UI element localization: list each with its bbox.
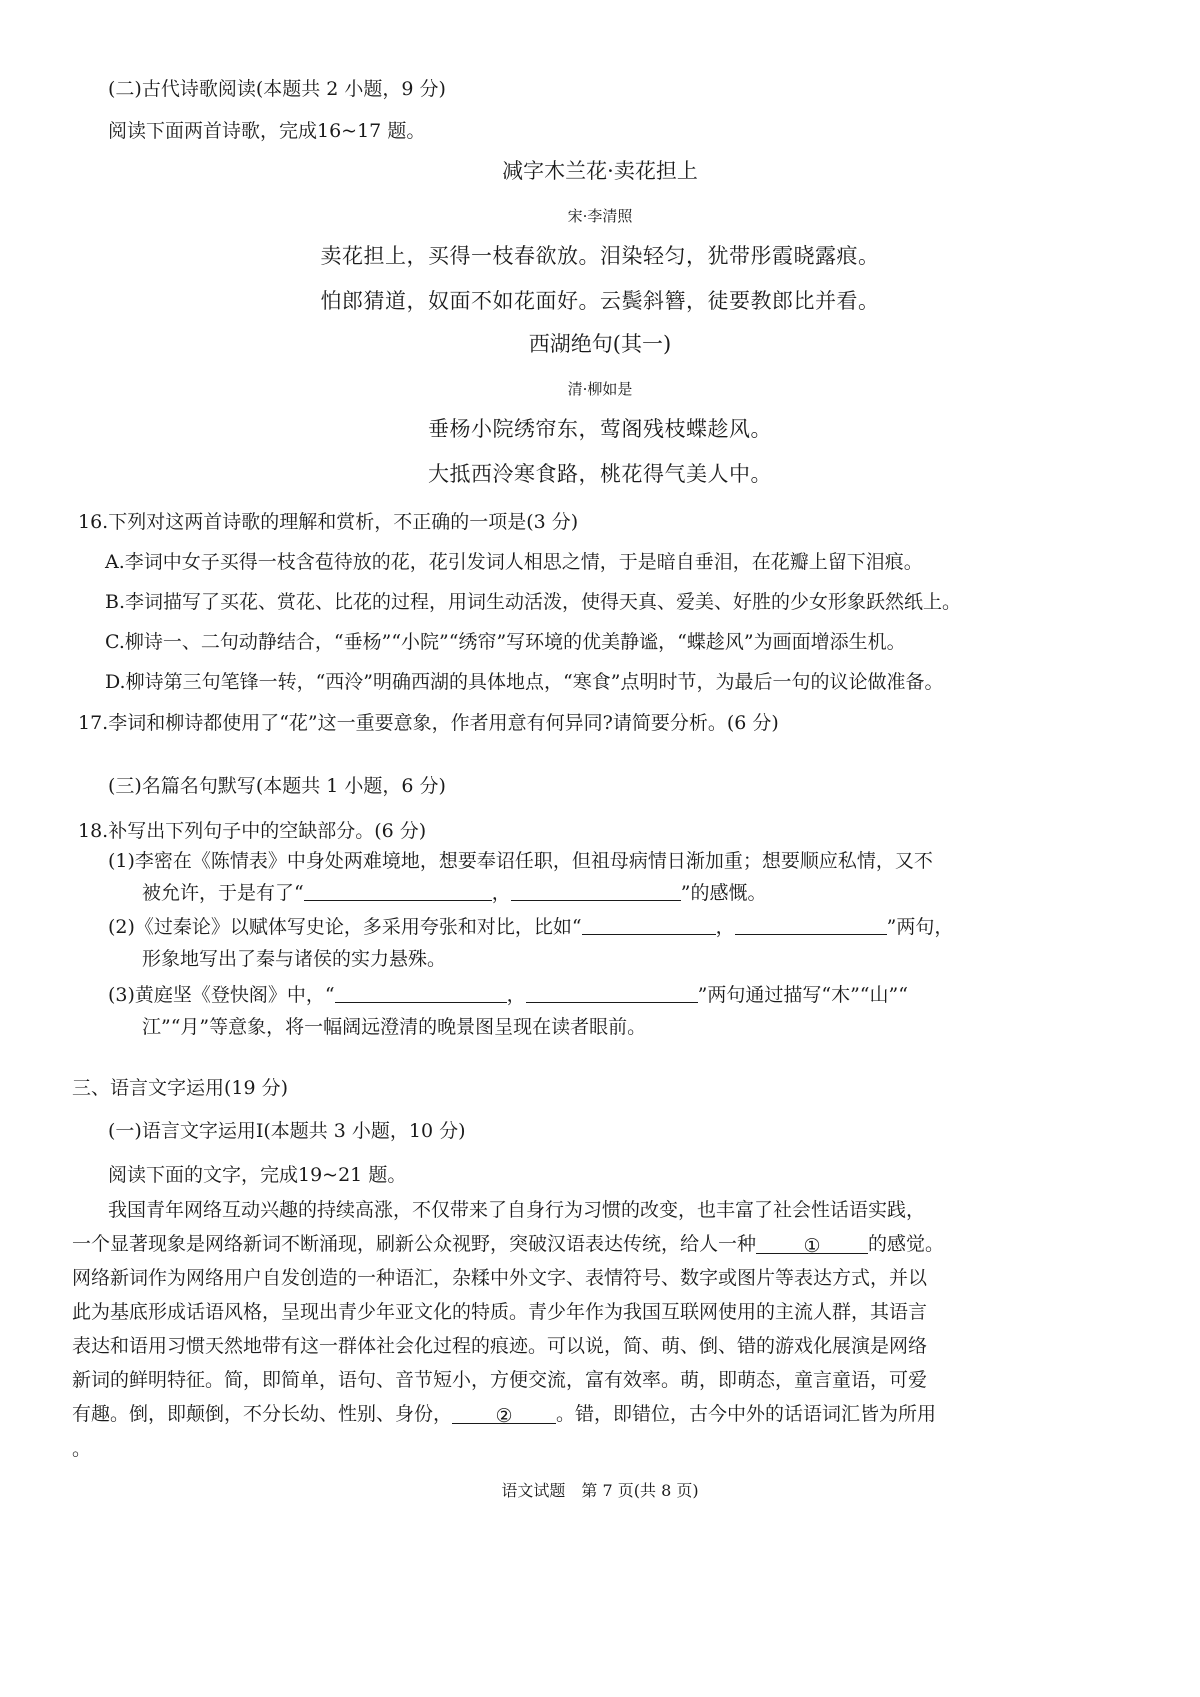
answer-blank[interactable] bbox=[582, 914, 716, 935]
answer-blank[interactable] bbox=[304, 880, 492, 901]
passage-text: 一个显著现象是网络新词不断涌现，刷新公众视野，突破汉语表达传统，给人一种 bbox=[72, 1233, 757, 1255]
passage-line-4: 此为基底形成话语风格，呈现出青少年亚文化的特质。青少年作为我国互联网使用的主流人群，其语言 bbox=[72, 1301, 928, 1323]
question-16-option-d: D.柳诗第三句笔锋一转，“西泠”明确西湖的具体地点，“寒食”点明时节，为最后一句的议论做准备。 bbox=[105, 671, 944, 693]
question-16-option-c: C.柳诗一、二句动静结合，“垂杨”“小院”“绣帘”写环境的优美静谧，“蝶趁风”为画面增添生机。 bbox=[105, 631, 906, 653]
item3-text-after: ”两句通过描写“木”“山”“ bbox=[697, 984, 908, 1006]
poem1-title: 减字木兰花·卖花担上 bbox=[502, 159, 698, 183]
item2-text-after: ”两句， bbox=[886, 916, 954, 938]
section-3-heading: 三、语言文字运用(19 分) bbox=[72, 1077, 289, 1099]
passage-line-6: 新词的鲜明特征。简，即简单，语句、音节短小，方便交流，富有效率。萌，即萌态，童言童语，可爱 bbox=[72, 1369, 928, 1391]
question-16-option-b: B.李词描写了买花、赏花、比花的过程，用词生动活泼，使得天真、爱美、好胜的少女形象跃然纸上。 bbox=[105, 591, 962, 613]
answer-blank[interactable] bbox=[511, 880, 681, 901]
poem1-line2: 怕郎猜道，奴面不如花面好。云鬓斜簪，徒要教郎比并看。 bbox=[320, 289, 880, 313]
question-18-item1-line1: (1)李密在《陈情表》中身处两难境地，想要奉诏任职，但祖母病情日渐加重；想要顺应私情，又不 bbox=[108, 850, 933, 872]
item3-text-before: (3)黄庭坚《登快阁》中，“ bbox=[108, 984, 335, 1006]
question-16-stem: 16.下列对这两首诗歌的理解和赏析，不正确的一项是(3 分) bbox=[78, 511, 579, 533]
poem2-line2: 大抵西泠寒食路，桃花得气美人中。 bbox=[428, 462, 772, 486]
passage-line-7 bbox=[72, 1401, 936, 1427]
passage-line-3: 网络新词作为网络用户自发创造的一种语汇，杂糅中外文字、表情符号、数字或图片等表达方式，并以 bbox=[72, 1267, 928, 1289]
page-footer: 语文试题 第 7 页(共 8 页) bbox=[501, 1481, 699, 1500]
passage-text: 有趣。倒，即颠倒，不分长幼、性别、身份， bbox=[72, 1403, 453, 1425]
question-18-item2-line2: 形象地写出了秦与诸侯的实力悬殊。 bbox=[142, 948, 447, 970]
question-17-stem: 17.李词和柳诗都使用了“花”这一重要意象，作者用意有何异同?请简要分析。(6 分) bbox=[78, 712, 779, 734]
passage-line-8: 。 bbox=[72, 1438, 92, 1460]
passage-line-2 bbox=[72, 1231, 944, 1257]
answer-blank[interactable] bbox=[526, 982, 698, 1003]
item1-text-after: ”的感慨。 bbox=[680, 882, 767, 904]
item1-comma: ， bbox=[491, 882, 511, 904]
poem2-title: 西湖绝句(其一) bbox=[528, 332, 672, 356]
question-18-item3-line1 bbox=[108, 982, 908, 1008]
recitation-section-heading: (三)名篇名句默写(本题共 1 小题，6 分) bbox=[108, 775, 446, 797]
question-18-item1-line2 bbox=[142, 880, 766, 906]
blank-2[interactable]: ② bbox=[452, 1403, 556, 1424]
answer-blank[interactable] bbox=[335, 982, 507, 1003]
poem1-line1: 卖花担上，买得一枝春欲放。泪染轻匀，犹带彤霞晓露痕。 bbox=[320, 244, 880, 268]
question-18-stem: 18.补写出下列句子中的空缺部分。(6 分) bbox=[78, 820, 427, 842]
passage-line-5: 表达和语用习惯天然地带有这一群体社会化过程的痕迹。可以说，简、萌、倒、错的游戏化展演是网络 bbox=[72, 1335, 928, 1357]
poem1-author: 宋·李清照 bbox=[567, 207, 633, 225]
item2-comma: ， bbox=[715, 916, 735, 938]
poem2-author: 清·柳如是 bbox=[567, 380, 633, 398]
blank-1[interactable]: ① bbox=[756, 1233, 868, 1254]
passage-text: 。错，即错位，古今中外的话语词汇皆为所用 bbox=[556, 1403, 937, 1425]
item2-text-before: (2)《过秦论》以赋体写史论，多采用夸张和对比，比如“ bbox=[108, 916, 582, 938]
answer-blank[interactable] bbox=[735, 914, 887, 935]
section-3-subheading: (一)语言文字运用Ⅰ(本题共 3 小题，10 分) bbox=[108, 1120, 466, 1142]
question-18-item3-line2: 江”“月”等意象，将一幅阔远澄清的晚景图呈现在读者眼前。 bbox=[142, 1016, 647, 1038]
passage-text: 的感觉。 bbox=[868, 1233, 945, 1255]
poetry-instruction: 阅读下面两首诗歌，完成16~17 题。 bbox=[108, 120, 426, 142]
poem2-line1: 垂杨小院绣帘东，莺阁残枝蝶趁风。 bbox=[428, 417, 772, 441]
item3-comma: ， bbox=[506, 984, 526, 1006]
section-3-instruction: 阅读下面的文字，完成19~21 题。 bbox=[108, 1164, 407, 1186]
item1-text-before: 被允许，于是有了“ bbox=[142, 882, 304, 904]
question-18-item2-line1 bbox=[108, 914, 953, 940]
question-16-option-a: A.李词中女子买得一枝含苞待放的花，花引发词人相思之情，于是暗自垂泪，在花瓣上留下泪痕。 bbox=[105, 551, 923, 573]
poetry-section-heading: (二)古代诗歌阅读(本题共 2 小题，9 分) bbox=[108, 78, 446, 100]
passage-line-1: 我国青年网络互动兴趣的持续高涨，不仅带来了自身行为习惯的改变，也丰富了社会性话语实践， bbox=[108, 1199, 926, 1221]
